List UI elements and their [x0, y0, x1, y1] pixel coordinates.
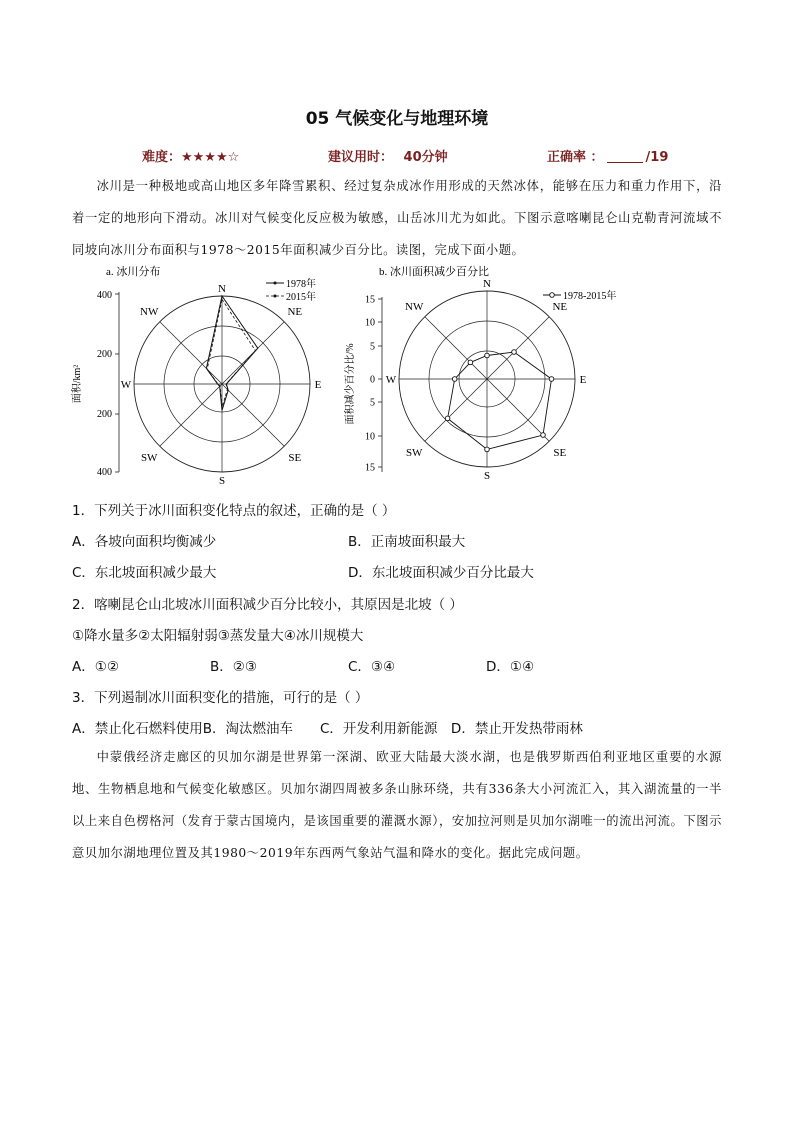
- question-2-option-c[interactable]: C．③④: [348, 659, 396, 675]
- chart-a-y-label: 面积/km²: [72, 364, 83, 404]
- chart-a-grid: [134, 296, 310, 472]
- chart-b-title: b. 冰川面积减少百分比: [379, 266, 489, 278]
- chart-b-grid: [399, 291, 575, 467]
- chart-b-point-w: [452, 377, 457, 382]
- chart-a: [70, 264, 322, 487]
- chart-b-point-e: [549, 377, 554, 382]
- chart-a-ticks: [97, 290, 119, 478]
- direction-label-e: E: [314, 379, 322, 391]
- chart-b-point-n: [485, 353, 490, 358]
- direction-label-se: SE: [288, 451, 302, 464]
- chart-a-tick-label: 400: [97, 290, 112, 301]
- chart-a-title: a. 冰川分布: [106, 266, 161, 278]
- direction-label-e: E: [579, 374, 587, 386]
- chart-b-point-s: [485, 447, 490, 452]
- chart-b: [343, 264, 616, 482]
- chart-a-tick-label: 200: [97, 349, 112, 360]
- question-2-option-a[interactable]: A．①②: [72, 659, 119, 675]
- direction-label-ne: NE: [552, 301, 568, 314]
- chart-b-tick-label: 5: [370, 341, 375, 353]
- chart-a-series-2015: [207, 299, 255, 407]
- direction-label-ne: NE: [287, 306, 303, 319]
- chart-b-tick-label: 0: [370, 374, 375, 386]
- question-3-stem: 3．下列遏制冰川面积变化的措施，可行的是（ ）: [72, 690, 369, 706]
- direction-label-w: W: [385, 374, 397, 386]
- direction-label-sw: SW: [405, 446, 423, 459]
- question-1-option-a[interactable]: A．各坡向面积均衡减少: [72, 534, 217, 550]
- direction-label-w: W: [120, 379, 132, 391]
- direction-label-s: S: [218, 475, 226, 487]
- suggested-time-label: 建议用时：: [328, 150, 394, 165]
- question-1-option-b[interactable]: B．正南坡面积最大: [348, 534, 466, 550]
- direction-label-se: SE: [553, 446, 567, 459]
- chart-b-point-sw: [445, 416, 450, 421]
- direction-label-s: S: [483, 470, 491, 482]
- direction-label-n: N: [483, 278, 491, 290]
- page-title: 05 气候变化与地理环境: [305, 109, 489, 129]
- chart-b-tick-label: 10: [365, 317, 375, 329]
- question-3-options[interactable]: A．禁止化石燃料使用B．淘汰燃油车 C．开发利用新能源 D．禁止开发热带雨林: [72, 721, 583, 737]
- chart-b-legend-label: 1978-2015年: [563, 291, 617, 302]
- chart-a-legend: [266, 277, 316, 303]
- accuracy-field: [547, 146, 668, 165]
- accuracy-label: 正确率 ：: [547, 150, 604, 165]
- question-2-option-b[interactable]: B．②③: [210, 659, 257, 675]
- accuracy-blank[interactable]: [607, 150, 643, 163]
- chart-a-legend-2015: 2015年: [286, 292, 316, 303]
- figure-glacier-charts: [66, 262, 666, 492]
- chart-b-point-se: [541, 433, 546, 438]
- question-2-stem: 2．喀喇昆仑山北坡冰川面积减少百分比较小，其原因是北坡（ ）: [72, 597, 463, 613]
- intro-paragraph-1: 冰川是一种极地或高山地区多年降雪累积、经过复杂成冰作用形成的天然冰体，能够在压力和重力作用下，沿着一定的地形向下滑动。冰川对气候变化反应极为敏感，山岳冰川尤为如此。下图示意喀喇昆仑山克勒青河流域不同坡向冰川分布面积与1978～2015年面积减少百分比。读图，完成下面小题。: [72, 179, 722, 257]
- accuracy-total: /19: [645, 150, 669, 165]
- direction-label-nw: NW: [140, 306, 159, 319]
- direction-label-nw: NW: [405, 301, 424, 314]
- direction-label-n: N: [218, 283, 226, 295]
- chart-b-y-label: 面积减少百分比/%: [345, 343, 356, 425]
- chart-b-tick-label: 5: [370, 397, 375, 409]
- difficulty-rating: 难度：★★★★☆: [142, 150, 240, 165]
- chart-a-tick-label: 200: [97, 409, 112, 420]
- direction-label-sw: SW: [140, 451, 158, 464]
- chart-a-tick-label: 400: [97, 467, 112, 478]
- chart-b-legend: [543, 289, 616, 302]
- chart-b-point-nw: [468, 360, 473, 365]
- chart-b-ticks: [365, 295, 382, 474]
- chart-b-tick-label: 10: [365, 431, 375, 443]
- chart-a-legend-1978: 1978年: [286, 279, 316, 290]
- question-2-items: ①降水量多②太阳辐射弱③蒸发量大④冰川规模大: [72, 628, 364, 644]
- chart-b-tick-label: 15: [365, 462, 375, 474]
- suggested-time-value: 40分钟: [403, 150, 448, 165]
- question-1-option-d[interactable]: D．东北坡面积减少百分比最大: [348, 565, 534, 581]
- chart-a-series-1978: [206, 296, 257, 410]
- question-1-stem: 1．下列关于冰川面积变化特点的叙述，正确的是（ ）: [72, 503, 396, 519]
- suggested-time: [328, 146, 448, 165]
- chart-b-tick-label: 15: [365, 294, 375, 306]
- question-1-option-c[interactable]: C．东北坡面积减少最大: [72, 565, 217, 581]
- question-2-option-d[interactable]: D．①④: [486, 659, 535, 675]
- chart-b-point-ne: [512, 350, 517, 355]
- intro-paragraph-2: 中蒙俄经济走廊区的贝加尔湖是世界第一深湖、欧亚大陆最大淡水湖，也是俄罗斯西伯利亚地区重要的水源地、生物栖息地和气候变化敏感区。贝加尔湖四周被多条山脉环绕，共有336条大小河流汇入，其入湖流量的一半以上来自色楞格河（发育于蒙古国境内，是该国重要的灌溉水源），安加拉河则是贝加尔湖唯一的流出河流。下图示意贝加尔湖地理位置及其1980～2019年东西两气象站气温和降水的变化。据此完成问题。: [72, 750, 722, 860]
